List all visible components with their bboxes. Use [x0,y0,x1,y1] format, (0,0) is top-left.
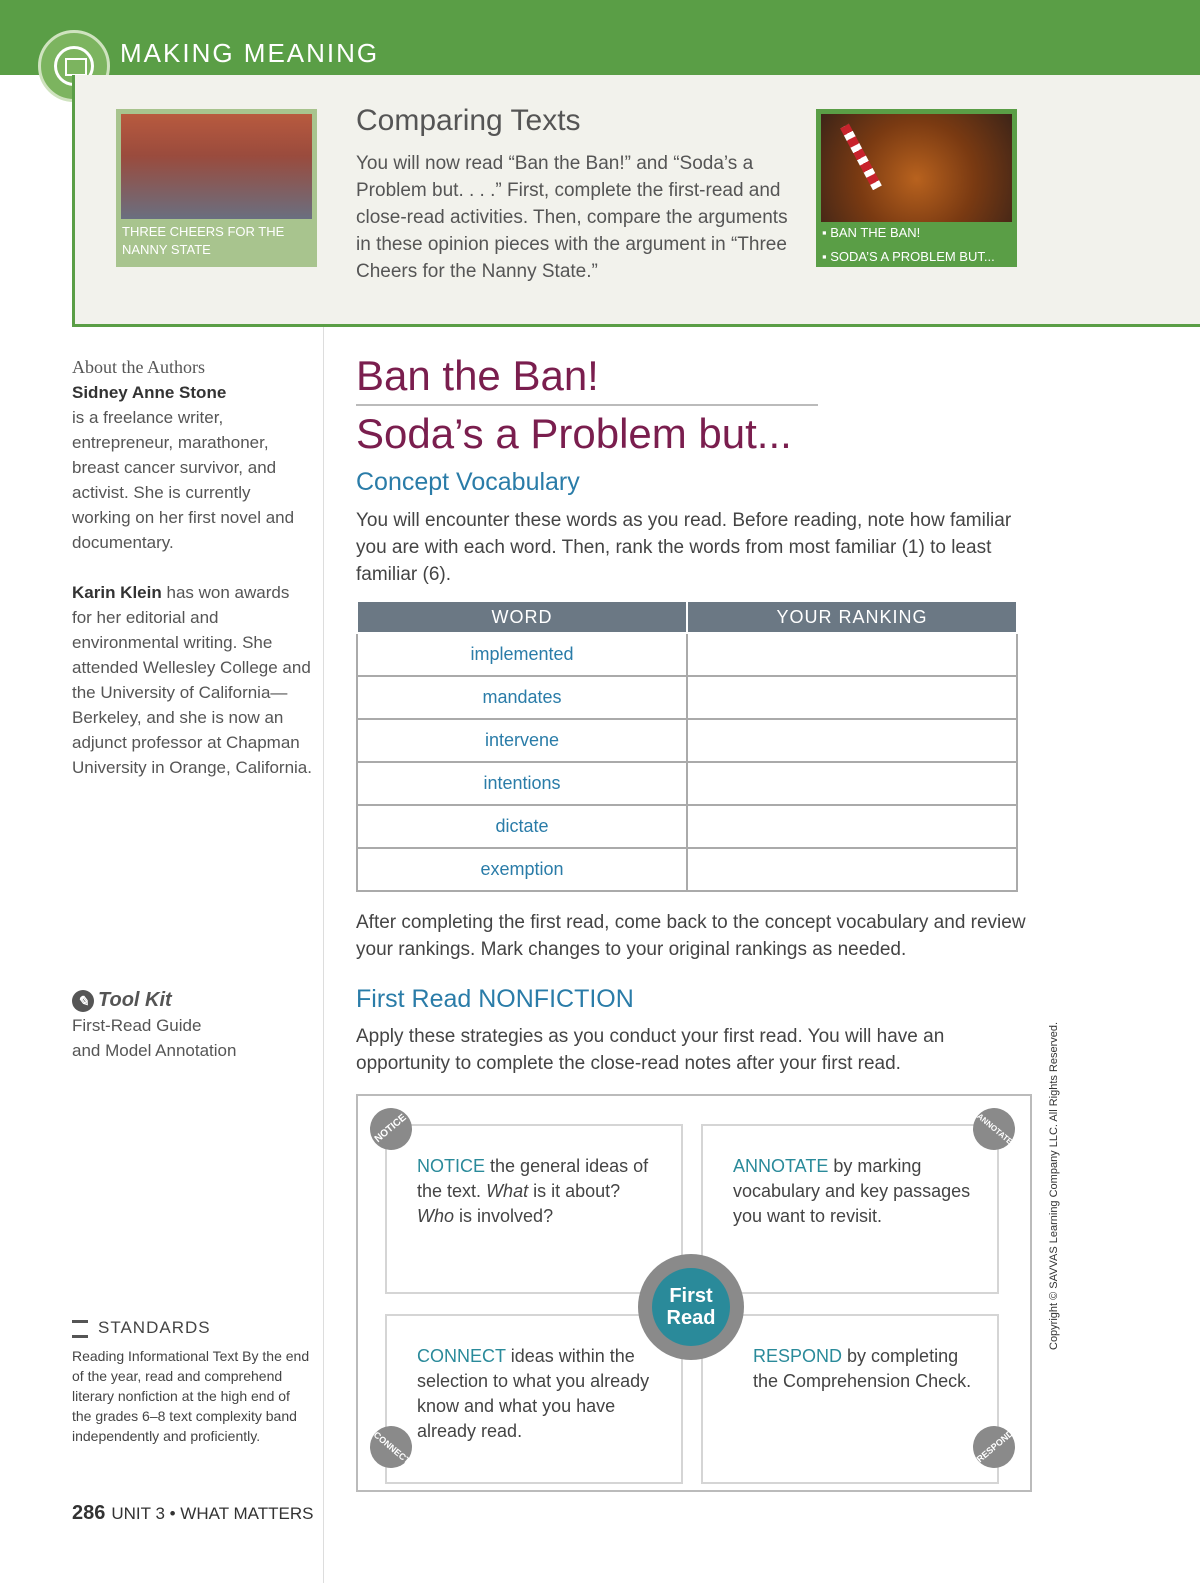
table-row [357,805,1017,848]
standards-text: Reading Informational Text By the end of the year, read and comprehend literary nonfiction at the high end of the grades 6–8 text complexity band independently and proficiently. [72,1348,310,1444]
unit-label: UNIT 3 • WHAT MATTERS [111,1504,314,1523]
author-bio: is a freelance writer, entrepreneur, marathoner, breast cancer survivor, and activist. She is currently working on her first novel and documentary. [72,408,295,552]
notice-corner-icon: NOTICE [361,1099,420,1158]
title-divider [356,404,818,406]
thumbnail-photo [121,114,312,219]
first-read-diagram [356,1094,1032,1492]
annotate-box: ANNOTATE by marking vocabulary and key passages you want to revisit. [701,1124,999,1294]
thumbnail-soda [816,109,1017,267]
header-bar [0,0,1200,75]
connect-corner-icon: CONNECT [361,1417,420,1476]
vocab-word: intentions [357,762,687,805]
ranking-cell[interactable] [687,762,1017,805]
table-row [357,676,1017,719]
standards-icon [72,1320,88,1338]
thumbnail-caption: THREE CHEERS FOR THE NANNY STATE [122,224,285,257]
page-footer [72,1502,313,1525]
ranking-cell[interactable] [687,676,1017,719]
connect-box: CONNECT ideas within the selection to what you already know and what you have already read. [385,1314,683,1484]
thumbnail-three-cheers [116,109,317,267]
vocab-word: intervene [357,719,687,762]
respond-corner-icon: RESPOND [964,1417,1023,1476]
first-read-center-icon: First Read [638,1254,744,1360]
selection-title-2: Soda’s a Problem but... [356,410,792,457]
first-read-heading: First Read NONFICTION [356,985,634,1013]
annotate-corner-icon: ANNOTATE [964,1099,1023,1158]
concept-vocabulary-heading: Concept Vocabulary [356,468,580,496]
wrench-icon: ✎ [72,990,94,1012]
table-row [357,719,1017,762]
ranking-cell[interactable] [687,633,1017,676]
comparing-texts-title: Comparing Texts [356,104,581,137]
copyright-notice: Copyright © SAVVAS Learning Company LLC. All Rights Reserved. [1048,1021,1060,1350]
ranking-cell[interactable] [687,805,1017,848]
vocab-word: exemption [357,848,687,891]
author-bio: has won awards for her editorial and environmental writing. She attended Wellesley College and the University of California—Berkeley, and she is now an adjunct professor at Chapman University in Orange, California. [72,583,312,777]
notice-box: NOTICE the general ideas of the text. What is it about? Who is involved? [385,1124,683,1294]
section-title: MAKING MEANING [120,38,380,68]
author-name: Sidney Anne Stone [72,383,227,402]
respond-box: RESPOND by completing the Comprehension Check. [701,1314,999,1484]
sidebar-divider [323,327,324,1583]
about-the-authors [72,355,312,780]
first-read-intro: Apply these strategies as you conduct your first read. You will have an opportunity to complete the close-read notes after your first read. [356,1026,945,1074]
standards: STANDARDS Reading Informational Text By the end of the year, read and comprehend literary nonfiction at the high end of the grades 6–8 text complexity band independently and proficiently. [72,1318,312,1446]
thumbnail-caption: ▪ BAN THE BAN! ▪ SODA’S A PROBLEM BUT... [822,225,995,264]
ranking-cell[interactable] [687,719,1017,762]
table-header: WORD YOUR RANKING [357,601,1017,633]
table-row [357,762,1017,805]
page-number: 286 [72,1502,106,1524]
vocabulary-table [356,600,1018,892]
vocab-intro: You will encounter these words as you read. Before reading, note how familiar you are with each word. Then, rank the words from most familiar (1) to least familiar (6). [356,510,1012,585]
tool-kit: ✎ Tool Kit First-Read Guide and Model Annotation [72,989,237,1060]
vocab-word: dictate [357,805,687,848]
table-row [357,848,1017,891]
author-name: Karin Klein [72,583,162,602]
comparing-texts-body: You will now read “Ban the Ban!” and “Soda’s a Problem but. . . .” First, complete the first-read and close-read activities. Then, compare the arguments in these opinion pieces with the argument in “Three Cheers for the Nanny State.” [356,153,788,282]
tool-kit-heading: Tool Kit [98,989,172,1011]
after-read-text: After completing the first read, come back to the concept vocabulary and review your rankings. Mark changes to your original rankings as needed. [356,912,1026,960]
selection-title-1: Ban the Ban! [356,352,599,399]
thumbnail-photo [821,114,1012,222]
vocab-word: mandates [357,676,687,719]
vocab-word: implemented [357,633,687,676]
table-row [357,633,1017,676]
authors-heading: About the Authors [72,357,205,377]
ranking-cell[interactable] [687,848,1017,891]
